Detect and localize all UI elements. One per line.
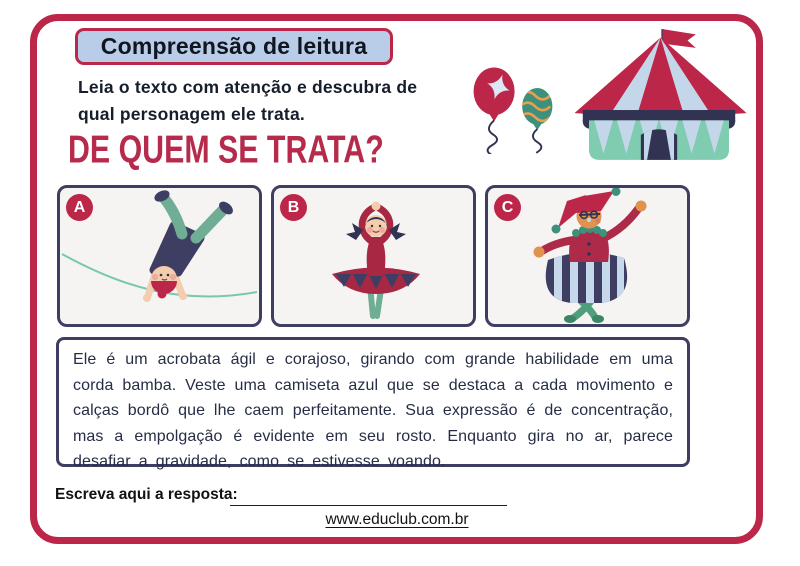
question-heading: DE QUEM SE TRATA? [68,128,384,172]
balloons-icon [466,62,574,154]
choice-c-badge: C [494,194,521,221]
answer-label: Escreva aqui a resposta: [55,486,238,503]
circus-tent-svg [568,25,750,165]
choice-b-badge: B [280,194,307,221]
answer-blank-line[interactable] [230,505,507,506]
website-link[interactable]: www.educlub.com.br [325,511,469,528]
balloons-svg [466,62,574,154]
choice-card-b[interactable] [271,185,476,327]
passage-text: Ele é um acrobata ágil e corajoso, girando com grande habilidade em uma corda bamba. Veste uma camiseta azul que se destaca a cada movimento e calças bordô que lhe caem perfeitamente. Sua expressão é de concentração, mas a empolgação é evidente em seu rosto. Enquanto gira no ar, parece desafiar a gravidade, como se estivesse voando. [73,351,673,470]
instructions-line-2: qual personagem ele trata. [78,104,305,124]
footer [0,511,794,529]
worksheet-title-box [75,28,393,65]
choice-a-badge: A [66,194,93,221]
choice-card-c[interactable] [485,185,690,327]
instructions-line-1: Leia o texto com atenção e descubra de [78,77,418,97]
circus-tent-icon [568,25,750,165]
choice-card-a[interactable] [57,185,262,327]
worksheet-title: Compreensão de leitura [100,33,368,59]
passage-box [56,337,690,470]
